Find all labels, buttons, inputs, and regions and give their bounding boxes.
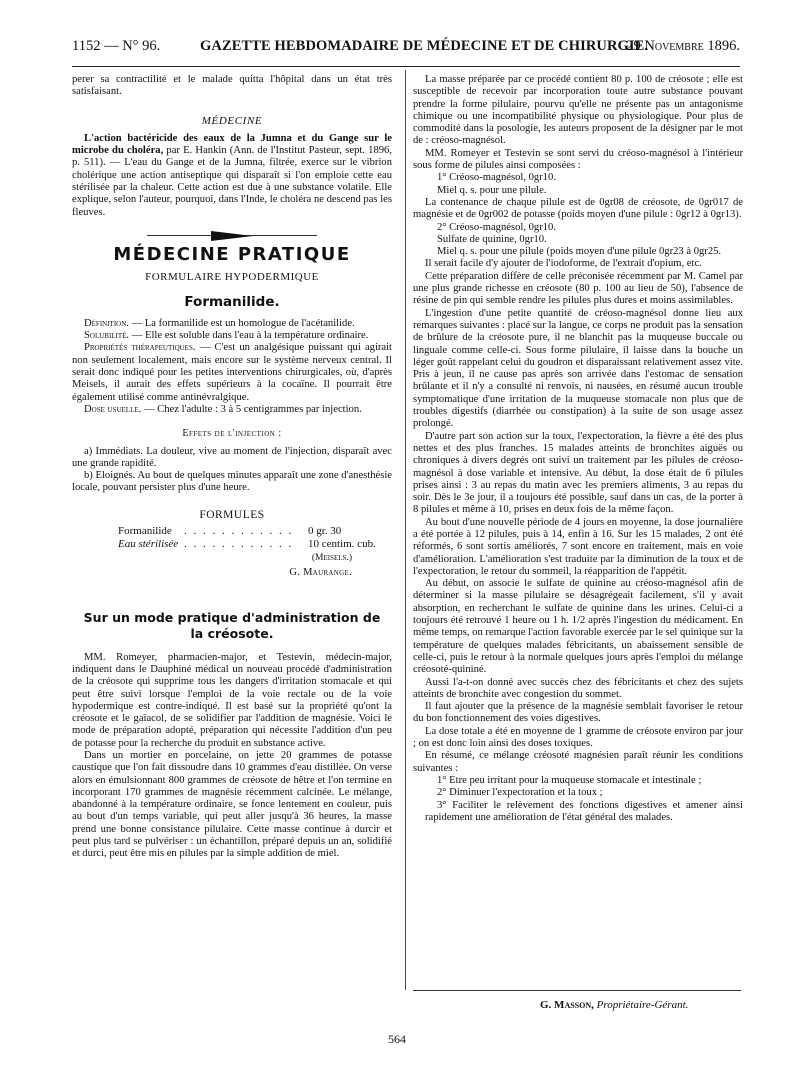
publisher-role: Propriétaire-Gérant.	[596, 999, 689, 1011]
prescription-line: Miel q. s. pour une pilule (poids moyen d'une pilule 0gr23 à 0gr25.	[437, 246, 722, 258]
paragraph: MM. Romeyer et Testevin se sont servi du créoso-magnésol à l'intérieur sous forme de pilules ainsi composées :	[413, 147, 743, 172]
section-subtitle: FORMULAIRE HYPODERMIQUE	[145, 271, 319, 284]
publisher-name: G. Masson,	[540, 999, 594, 1011]
effects-heading: Effets de l'injection :	[182, 428, 282, 440]
effect-immediate: a) Immédiats. La douleur, vive au moment de l'injection, disparaît avec une grande rapidité.	[72, 445, 392, 469]
paragraph: Au bout d'une nouvelle période de 4 jours en moyenne, la dose journalière a été portée à 12 pilules, puis à 14, enfin à 16. Sur les 15 malades, 2 ont été réformés, 6 sont sortis améliorés, 7 sont encore en traitement, mais en voie d'amélioration. L'amélioration s'est traduite par la diminution de la toux et de l'expectoration, le retour du sommeil, la réapparition de l'appétit.	[413, 516, 743, 577]
properties-paragraph	[72, 342, 392, 403]
journal-title: GAZETTE HEBDOMADAIRE DE MÉDECINE ET DE CHIRURGIE.	[200, 38, 649, 54]
continued-line-1: perer sa contractilité et le malade quitta l'hôpital dans un état	[72, 74, 370, 85]
prescription-line: Sulfate de quinine, 0gr10.	[437, 233, 547, 245]
paragraph: En résumé, ce mélange créosoté magnésien paraît réunir les conditions suivantes :	[413, 750, 743, 774]
paragraph: La dose totale a été en moyenne de 1 gramme de créosote environ par jour ; on est donc loin ainsi des doses toxiques.	[413, 725, 743, 750]
paragraph: D'autre part son action sur la toux, l'expectoration, la fièvre a été des plus nettes et des plus franches. 15 malades atteints de bronchites aiguës ou chroniques à divers degrés ont suivi un traitement par les pilules de créoso-magnésol à dose variable et intensive. Au début, la dose était de 6 pilules prises ainsi : 3 au repas du matin avec les premiers aliments, 3 au repas du soir. Dès le 3e jour, il a toujours été possible, sauf dans un cas, de la porter à 8 pilules et même à 10, prises en deux fois de la même façon.	[413, 430, 743, 516]
column-divider	[405, 70, 406, 990]
solubility-paragraph	[72, 330, 392, 342]
conclusion-item: 3° Faciliter le relèvement des fonctions digestives et amener ainsi rapidement une amélioration de l'état général des malades.	[425, 799, 743, 823]
solubility-label: Solubilité.	[84, 330, 130, 342]
conclusion-item: 2° Diminuer l'expectoration et la toux ;	[437, 787, 603, 799]
section-title: MÉDECINE PRATIQUE	[113, 243, 351, 265]
category-heading: MÉDECINE	[201, 114, 263, 127]
prescription-line: Miel q. s. pour une pilule.	[437, 184, 547, 196]
article-creosote-paragraph-2: Dans un mortier en porcelaine, on jette 20 grammes de potasse caustique que l'on fait dissoudre dans 10 grammes d'eau distillée. On verse alors en émulsionnant 800 grammes de créosote de hêtre et l'on termine en incorporant 170 grammes de magnésie récemment calcinée. Le mélange, abandonné à la température ordinaire, se fonce lentement en couleur, puis au bout d'un temps variable, qui peut aller jusqu'à 36 heures, la masse prend une bonne consistance pilulaire. Cette masse continue à durcir et peut plus tard se pulvériser : un échantillon, préparé depuis un an, solidifié et durci, peut être mis en pilules par la simple addition de miel.	[72, 749, 392, 860]
article-cholera-title-2: Gange sur le microbe du choléra,	[72, 132, 392, 157]
prescription-line: 1° Créoso-magnésol, 0gr10.	[437, 172, 556, 184]
formula-ingredient: Formanilide	[118, 525, 172, 538]
formulas-heading: FORMULES	[199, 508, 265, 521]
header-rule	[72, 66, 740, 67]
formula-ingredient: Eau stérilisée	[118, 538, 179, 551]
paragraph: L'ingestion d'une petite quantité de créoso-magnésol donne lieu aux remarques suivantes : placé sur la langue, ce corps ne produit pas la sensation de brûlure de la créosote pure, il ne blanchit pas la muqueuse buccale ou linguale comme celle-ci. Sous forme pilulaire, il laisse dans la bouche un léger goût rappelant celui du goudron et disparaissant relativement assez vite. Pris à jeun, il ne cause pas après son arrivée dans l'estomac de sensation brûlante et il n'y a consulté ni renvois, ni nausées, en résumé aucun trouble symptomatique d'une irritation de la muqueuse stomacale non plus que de troubles digestifs (diarrhée ou constipation) à la suite de son usage assez prolongé.	[413, 307, 743, 430]
article-cholera-citation: par E. Hankin (Ann. de l'Institut Pasteur, sept. 1896, p. 511).	[72, 145, 392, 169]
solubility-text: — Elle est soluble dans l'eau à la température ordinaire.	[131, 330, 369, 342]
formula-row: Eau stérilisée . . . . . . . . . . . . 10 centim. cub.	[118, 538, 376, 551]
continued-line-2: très satisfaisant.	[72, 74, 392, 98]
formula-quantity: 10 centim. cub.	[308, 538, 376, 551]
definition-label: Définition.	[84, 317, 129, 329]
formanilide-title: Formanilide.	[184, 293, 280, 310]
running-header	[72, 38, 740, 58]
article-cholera	[72, 133, 392, 219]
definition-text: — La formanilide est un homologue de l'acétanilide.	[131, 317, 355, 329]
dose-text: — Chez l'adulte : 3 à 5 centigrammes par injection.	[143, 403, 362, 415]
left-column	[72, 74, 392, 861]
issue-date: 29 Novembre 1896.	[626, 38, 740, 54]
definition-paragraph	[72, 318, 392, 330]
dose-paragraph	[72, 404, 392, 416]
continued-text	[72, 74, 392, 99]
footer-rule	[413, 990, 741, 991]
article-creosote-title: Sur un mode pratique d'administration de la créosote.	[83, 609, 381, 641]
formula-source: (Meisels.)	[311, 553, 352, 564]
paragraph: Cette préparation diffère de celle préconisée récemment par M. Camel par une plus grande richesse en créosote (80 p. 100 au lieu de 50), l'absence de résine de pin qui semble rendre les pilules plus dures et moins assimilables.	[413, 270, 743, 307]
paragraph: Il serait facile d'y ajouter de l'iodoforme, de l'extrait d'opium, etc.	[425, 258, 702, 270]
formula-author: G. Maurange.	[289, 567, 352, 579]
paragraph: La contenance de chaque pilule est de 0gr08 de créosote, de 0gr017 de magnésie et de 0gr002 de potasse (poids moyen d'une pilule : 0gr12 à 0gr13).	[413, 196, 743, 221]
page-number-footer: 564	[388, 1032, 406, 1046]
properties-text: — C'est un analgésique puissant qui agirait non seulement localement, mais encore sur le système nerveux central. Il serait donc indiqué pour les petites interventions chirurgicales, où, d'après Meisels, il aurait des effets supérieurs à la cocaïne. Il pourrait être également utilisé comme antinévralgique.	[72, 342, 392, 403]
publisher-signature	[540, 999, 688, 1011]
conclusion-item: 1° Etre peu irritant pour la muqueuse stomacale et intestinale ;	[437, 774, 702, 786]
formula-quantity: 0 gr. 30	[308, 525, 342, 538]
page-number-header: 1152 — N° 96.	[72, 38, 161, 54]
prescription-line: 2° Créoso-magnésol, 0gr10.	[437, 221, 556, 233]
article-cholera-title-1: L'action bactéricide des eaux de la Jumna et du	[84, 132, 324, 144]
paragraph: Aussi l'a-t-on donné avec succès chez des fébricitants et chez des sujets atteints de bronchite avec congestion du sommet.	[413, 676, 743, 700]
paragraph: Au début, on associe le sulfate de quinine au créoso-magnésol afin de déterminer si la masse pilulaire se désagrégeait facilement, s'il y avait absorption, en recherchant le sulfate de quinine dans les urines. Celui-ci a toujours été retrouvé 1 heure ou 1 h. 1/2 après l'ingestion du médicament. En même temps, on remarque l'action favorable exercée par le sel quinique sur la température de quelques malades fébricitants, un abaissement sensible de celle-ci, puis le retour à la normale quelques jours après l'emploi du mélange créosoté-quininé.	[413, 578, 743, 676]
article-creosote-paragraph-1: MM. Romeyer, pharmacien-major, et Testevin, médecin-major, indiquent dans le Dauphiné médical un nouveau procédé d'administration de la créosote qui supprime tous les dangers d'irritation stomacale et qui peut être suivi lorsque l'emploi de la voie rectale ou de la voie hypodermique est contre-indiqué. Il est basé sur la propriété qu'ont la créosote et le gaïacol, de se solidifier par l'addition de magnésie. Voici le mode de préparation adopté, préparation qui nécessite l'addition d'un peu de potasse pour la recherche du produit en substance active.	[72, 651, 392, 749]
article-cholera-body: — L'eau du Gange et de la Jumna, filtrée, exerce sur le vibrion cholérique une action antiseptique qui disparaît si l'on emploie cette eau stérilisée par la chaleur. Cette action est due à une substance volatile. Elle explique, selon l'auteur, pourquoi, dans l'Inde, le choléra ne descend pas les fleuves.	[72, 157, 392, 218]
properties-label: Propriétés thérapeutiques.	[84, 342, 196, 354]
paragraph: La masse préparée par ce procédé contient 80 p. 100 de créosote ; elle est susceptible de recevoir par incorporation toute autre substance pouvant prendre la forme pilulaire, pourvu qu'elle ne présente pas un antagonisme chimique ou une incompatibilité physique ou physiologique. Pour plus de commodité dans la posologie, les auteurs proposent de la désigner par le mot de : créoso-magnésol.	[413, 74, 743, 147]
section-ornament	[147, 231, 317, 241]
right-column	[413, 74, 743, 824]
paragraph: Il faut ajouter que la présence de la magnésie semblait favoriser le retour du bon fonctionnement des voies digestives.	[413, 701, 743, 725]
effect-delayed: b) Eloignés. Au bout de quelques minutes apparaît une zone d'anesthésie locale, pouvant persister plus d'une heure.	[72, 470, 392, 494]
formula-row: Formanilide . . . . . . . . . . . . 0 gr. 30	[118, 525, 342, 538]
dose-label: Dose usuelle.	[84, 403, 142, 415]
